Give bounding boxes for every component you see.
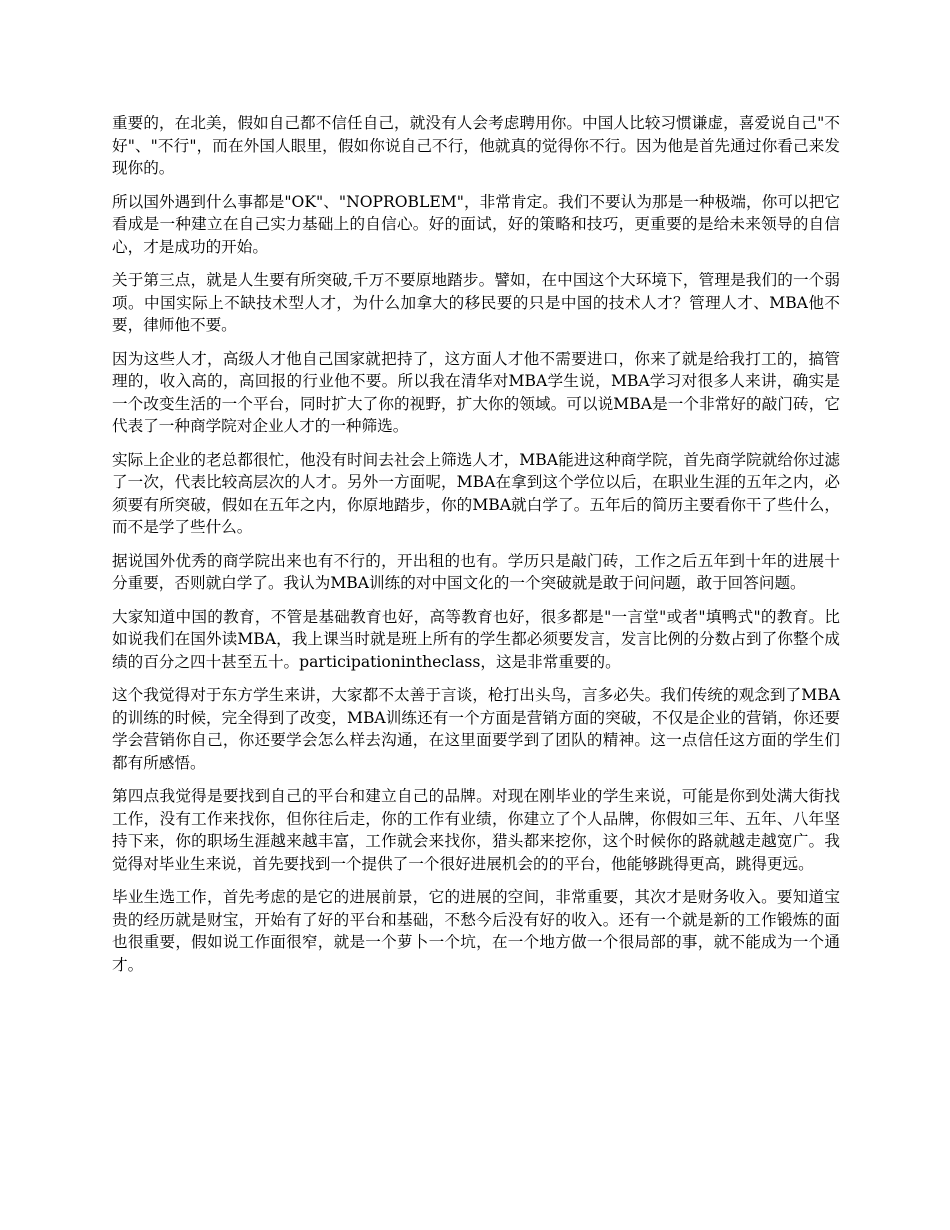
paragraph: 实际上企业的老总都很忙，他没有时间去社会上筛选人才，MBA能进这种商学院，首先商学院就给你过滤了一次，代表比较高层次的人才。另外一方面呢，MBA在拿到这个学位以后，在职业生涯的五年之内，必须要有所突破，假如在五年之内，你原地踏步，你的MBA就白学了。五年后的简历主要看你干了些什么，而不是学了些什么。 — [112, 450, 840, 536]
paragraph: 据说国外优秀的商学院出来也有不行的，开出租的也有。学历只是敲门砖，工作之后五年到十年的进展十分重要，否则就白学了。我认为MBA训练的对中国文化的一个突破就是敢于问问题，敢于回答问题。 — [112, 551, 840, 592]
paragraph: 关于第三点，就是人生要有所突破,千万不要原地踏步。譬如，在中国这个大环境下，管理是我们的一个弱项。中国实际上不缺技术型人才，为什么加拿大的移民要的只是中国的技术人才？管理人才、MBA他不要，律师他不要。 — [112, 271, 840, 334]
paragraph: 第四点我觉得是要找到自己的平台和建立自己的品牌。对现在刚毕业的学生来说，可能是你到处满大街找工作，没有工作来找你，但你往后走，你的工作有业绩，你建立了个人品牌，你假如三年、五年、八年坚持下来，你的职场生涯越来越丰富，工作就会来找你，猎头都来挖你，这个时候你的路就越走越宽广。我觉得对毕业生来说，首先要找到一个提供了一个很好进展机会的的平台，他能够跳得更高，跳得更远。 — [112, 787, 840, 873]
paragraph: 毕业生选工作，首先考虑的是它的进展前景，它的进展的空间，非常重要，其次才是财务收入。要知道宝贵的经历就是财宝，开始有了好的平台和基础，不愁今后没有好的收入。还有一个就是新的工作锻炼的面也很重要，假如说工作面很窄，就是一个萝卜一个坑，在一个地方做一个很局部的事，就不能成为一个通才。 — [112, 888, 840, 974]
paragraph: 这个我觉得对于东方学生来讲，大家都不太善于言谈，枪打出头鸟，言多必失。我们传统的观念到了MBA的训练的时候，完全得到了改变，MBA训练还有一个方面是营销方面的突破，不仅是企业的营销，你还要学会营销你自己，你还要学会怎么样去沟通，在这里面要学到了团队的精神。这一点信任这方面的学生们都有所感悟。 — [112, 686, 840, 772]
paragraph: 大家知道中国的教育，不管是基础教育也好，高等教育也好，很多都是"一言堂"或者"填鸭式"的教育。比如说我们在国外读MBA，我上课当时就是班上所有的学生都必须要发言，发言比例的分数占到了你整个成绩的百分之四十甚至五十。participationintheclass，这是非常重要的。 — [112, 607, 840, 671]
document-page — [112, 112, 840, 987]
paragraph: 所以国外遇到什么事都是"OK"、"NOPROBLEM"，非常肯定。我们不要认为那是一种极端，你可以把它看成是一种建立在自己实力基础上的自信心。好的面试，好的策略和技巧，更重要的是给未来领导的自信心，才是成功的开始。 — [112, 192, 840, 256]
paragraph: 重要的，在北美，假如自己都不信任自己，就没有人会考虑聘用你。中国人比较习惯谦虚，喜爱说自己"不好"、"不行"，而在外国人眼里，假如你说自己不行，他就真的觉得你不行。因为他是首先通过你看己来发现你的。 — [112, 114, 840, 177]
paragraph: 因为这些人才，高级人才他自己国家就把持了，这方面人才他不需要进口，你来了就是给我打工的，搞管理的，收入高的，高回报的行业他不要。所以我在清华对MBA学生说，MBA学习对很多人来讲，确实是一个改变生活的一个平台，同时扩大了你的视野，扩大你的领域。可以说MBA是一个非常好的敲门砖，它代表了一种商学院对企业人才的一种筛选。 — [112, 349, 840, 435]
